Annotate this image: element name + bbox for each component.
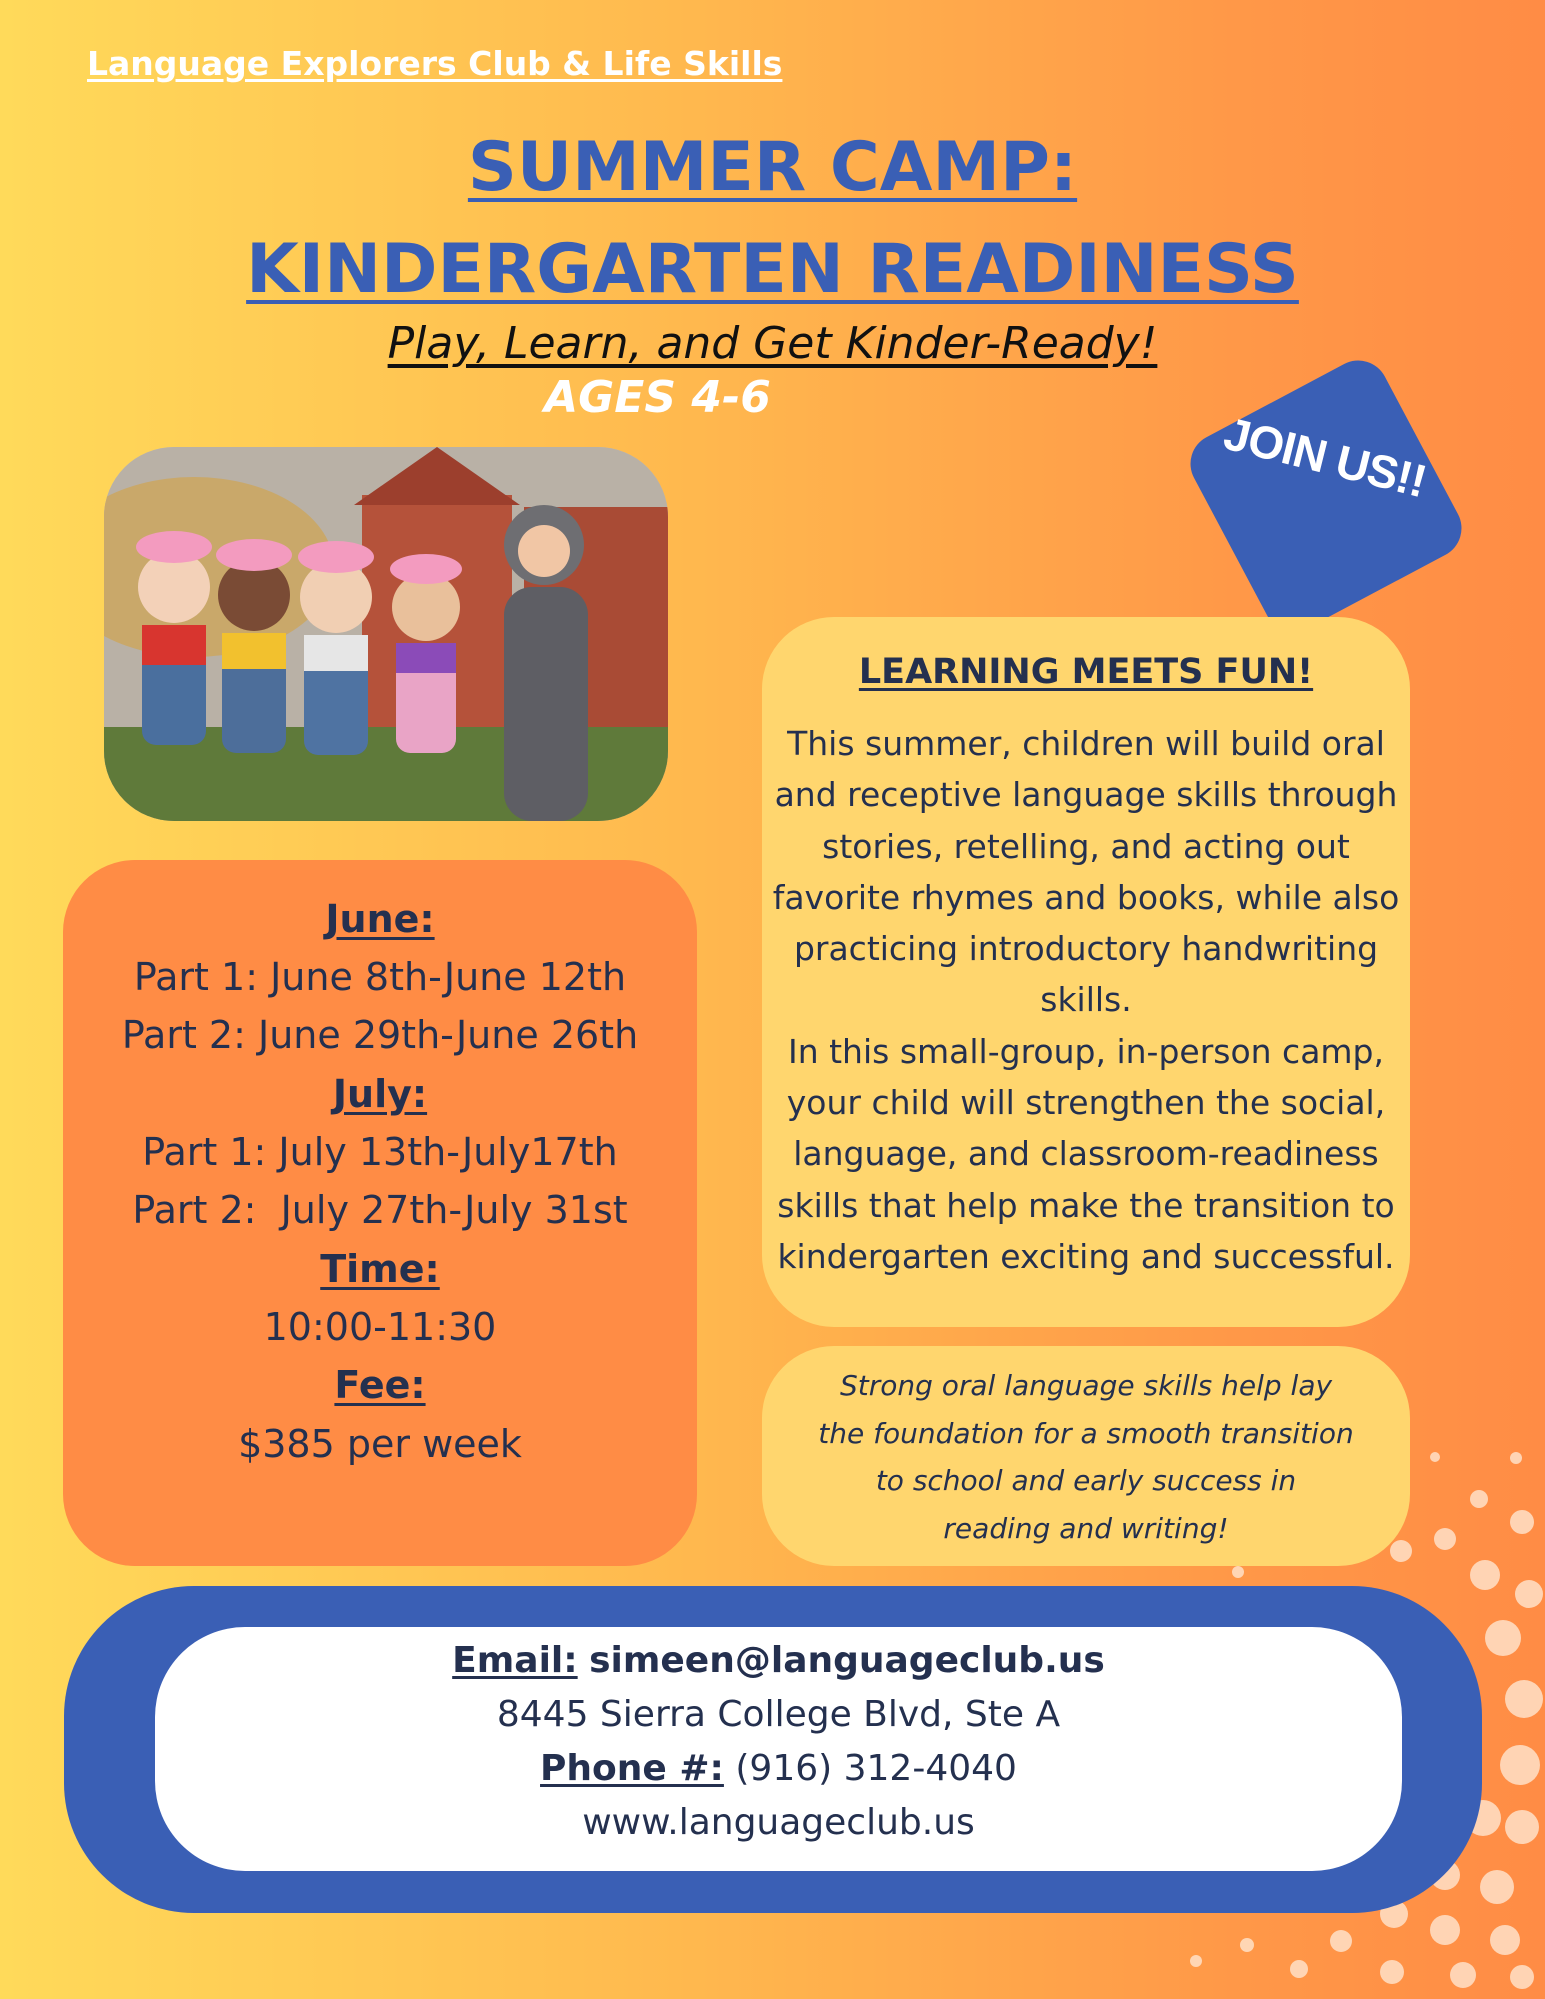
learning-description: This summer, children will build oral and receptive language skills through stories, retelling, and acting out favorite rhymes and books, while also practicing introductory handwriting skills. In this small-group, in-person camp, your child will strengthen the social, language, and classroom-readiness skills that help make the transition to kindergarten exciting and successful.: [772, 724, 1400, 1276]
time-value: 10:00-11:30: [263, 1305, 497, 1349]
time-heading: Time:: [320, 1247, 440, 1291]
title-line-1: SUMMER CAMP:: [467, 128, 1078, 207]
website-link[interactable]: www.languageclub.us: [582, 1802, 975, 1843]
july-part-1: Part 1: July 13th-July17th: [142, 1130, 618, 1174]
children-in-costumes-photo-icon: [104, 447, 668, 821]
tagline: Play, Learn, and Get Kinder-Ready!: [387, 318, 1158, 369]
email-link[interactable]: simeen@languageclub.us: [589, 1640, 1105, 1681]
july-heading: July:: [332, 1072, 428, 1116]
june-part-2: Part 2: June 29th-June 26th: [121, 1013, 639, 1057]
phone-number[interactable]: (916) 312-4040: [735, 1748, 1017, 1789]
address: 8445 Sierra College Blvd, Ste A: [496, 1694, 1061, 1735]
phone-label: Phone #:: [540, 1748, 724, 1789]
title-line-2: KINDERGARTEN READINESS: [246, 230, 1299, 309]
quote-text: Strong oral language skills help lay the foundation for a smooth transition to school and early success in reading and writing!: [818, 1369, 1354, 1545]
june-heading: June:: [325, 897, 435, 941]
email-line: [155, 1640, 1402, 1681]
phone-line: [155, 1748, 1402, 1789]
join-badge-text: JOIN US!!: [1218, 406, 1432, 508]
ages-label: AGES 4-6: [544, 372, 771, 423]
july-part-2: Part 2: July 27th-July 31st: [132, 1188, 628, 1232]
fee-heading: Fee:: [334, 1363, 426, 1407]
children-photo: [104, 447, 668, 821]
fee-value: $385 per week: [238, 1422, 522, 1466]
june-part-1: Part 1: June 8th-June 12th: [133, 955, 627, 999]
email-label: Email:: [452, 1640, 578, 1681]
learning-heading: LEARNING MEETS FUN!: [858, 652, 1314, 692]
club-name: Language Explorers Club & Life Skills: [87, 44, 783, 83]
